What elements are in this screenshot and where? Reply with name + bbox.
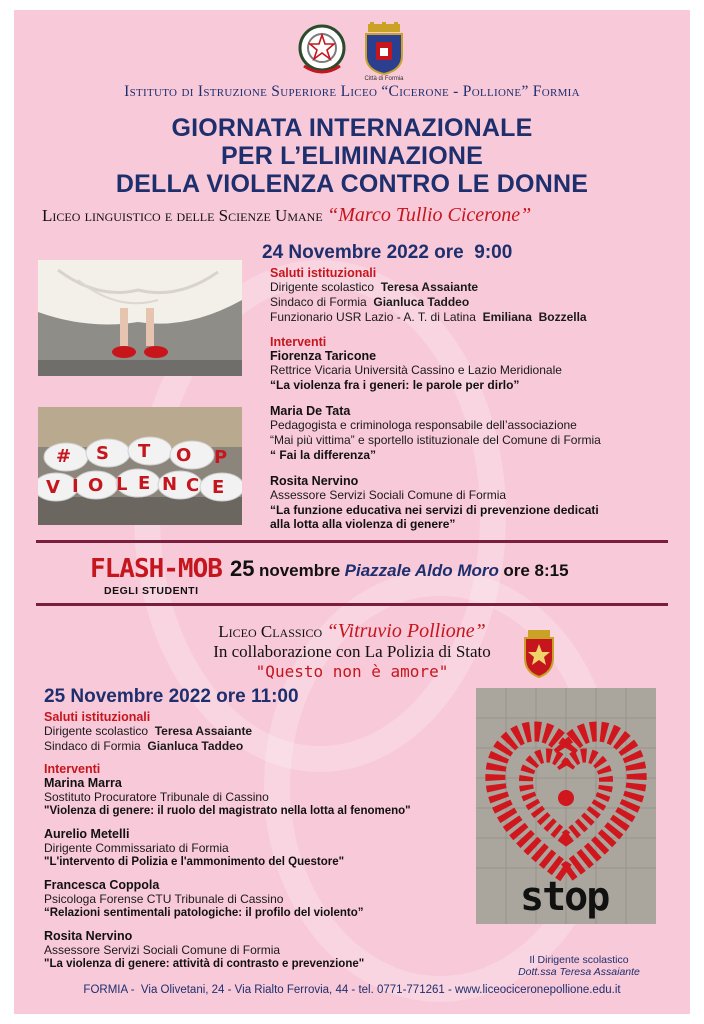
- flashmob-day: 25: [230, 556, 255, 581]
- flashmob-month: novembre: [258, 561, 341, 580]
- svg-text:#: #: [56, 446, 72, 467]
- event-1-saluto: Funzionario USR Lazio - A. T. di Latina Emiliana Bozzella: [270, 310, 587, 324]
- event-2-saluto: Dirigente scolastico Teresa Assaiante: [44, 724, 253, 738]
- school-1-line: [42, 204, 682, 227]
- svg-text:L: L: [116, 474, 128, 495]
- page-title: [14, 114, 690, 198]
- event-2-speaker: Rosita Nervino Assessore Servizi Sociali Comune di Formia "La violenza di genere: attività di contrasto e prevenzione": [44, 929, 365, 970]
- event-1-speaker: Rosita Nervino Assessore Servizi Sociali Comune di Formia “La funzione educativa nei servizi di prevenzione dedicati alla lotta alla violenza di genere”: [270, 474, 599, 531]
- flashmob-time: ore 8:15: [503, 561, 569, 580]
- flashmob-banner: [14, 550, 690, 600]
- city-emblem-caption: Città di Formia: [364, 76, 404, 82]
- flashmob-details: [230, 556, 569, 582]
- stop-stamp: stop: [520, 874, 609, 920]
- svg-text:N: N: [162, 474, 178, 495]
- svg-text:I: I: [72, 476, 79, 497]
- title-line-1: GIORNATA INTERNAZIONALE: [171, 114, 533, 142]
- event-1-speaker: Maria De Tata Pedagogista e criminologa responsabile dell’associazione “Mai più vittima” e sportello istituzionale del Comune di Formia “ Fai la differenza”: [270, 404, 601, 462]
- institute-name: Istituto di Istruzione Superiore Liceo “Cicerone - Pollione” Formia: [124, 83, 580, 100]
- event-2-saluti-heading: Saluti istituzionali: [44, 710, 151, 724]
- school-2-prefix: Liceo Classico: [218, 622, 323, 641]
- city-of-formia-emblem: [360, 22, 408, 76]
- school-1-prefix: Liceo linguistico e delle Scienze Umane: [42, 206, 323, 225]
- divider-top: [36, 540, 668, 543]
- flashmob-subtitle: DEGLI STUDENTI: [104, 585, 199, 597]
- svg-text:P: P: [214, 447, 228, 468]
- svg-text:S: S: [96, 443, 109, 464]
- signature-role: Il Dirigente scolastico: [529, 954, 629, 966]
- signature-name: Dott.ssa Teresa Assaiante: [518, 966, 640, 978]
- title-line-3: DELLA VIOLENZA CONTRO LE DONNE: [115, 170, 589, 198]
- footer-address: FORMIA - Via Olivetani, 24 - Via Rialto Ferrovia, 44 - tel. 0771-771261 - www.liceociceronepollione.edu.it: [83, 984, 621, 996]
- flashmob-title: FLASH-MOB: [90, 554, 222, 584]
- photo-red-shoes: [38, 260, 242, 376]
- event-2-speaker: Francesca Coppola Psicologa Forense CTU Tribunale di Cassino “Relazioni sentimentali patologiche: il profilo del violento”: [44, 878, 364, 919]
- collaboration-line: In collaborazione con La Polizia di Stato: [213, 642, 491, 661]
- svg-text:O: O: [88, 475, 104, 496]
- svg-text:T: T: [138, 441, 151, 462]
- event-1-saluti-heading: Saluti istituzionali: [270, 266, 377, 280]
- svg-text:E: E: [138, 473, 151, 494]
- school-1-name: “Marco Tullio Cicerone”: [327, 204, 532, 226]
- event-2-speaker: Aurelio Metelli Dirigente Commissariato di Formia "L'intervento di Polizia e l'ammonimento del Questore": [44, 827, 345, 868]
- event-1-saluto: Dirigente scolastico Teresa Assaiante: [270, 280, 479, 294]
- school-2-name: “Vitruvio Pollione”: [326, 620, 486, 642]
- poster: [14, 10, 690, 1014]
- signature-block: [484, 954, 674, 978]
- event-1-interventi-heading: Interventi: [270, 335, 327, 349]
- svg-text:C: C: [186, 475, 200, 496]
- event-2-program: [44, 710, 474, 970]
- event-2-speaker: Marina Marra Sostituto Procuratore Tribunale di Cassino "Violenza di genere: il ruolo del magistrato nella lotta al fenomeno": [44, 776, 411, 817]
- event-1-speaker: Fiorenza Taricone Rettrice Vicaria Università Cassino e Lazio Meridionale “La violenza fra i generi: le parole per dirlo”: [270, 349, 562, 392]
- svg-text:O: O: [176, 445, 192, 466]
- event-2-date: 25 Novembre 2022 ore 11:00: [44, 686, 299, 707]
- event-2-interventi-heading: Interventi: [44, 762, 101, 776]
- event-2-saluto: Sindaco di Formia Gianluca Taddeo: [44, 739, 244, 753]
- motto: "Questo non è amore": [255, 662, 449, 681]
- event-1-program: [270, 266, 680, 531]
- photo-heart-formation: [476, 688, 656, 924]
- svg-text:V: V: [46, 477, 60, 498]
- school-2-line: [14, 620, 690, 643]
- flashmob-place: Piazzale Aldo Moro: [344, 561, 499, 580]
- event-1-date: 24 Novembre 2022 ore 9:00: [262, 242, 513, 263]
- event-1-saluto: Sindaco di Formia Gianluca Taddeo: [270, 295, 470, 309]
- italian-republic-emblem: [296, 22, 348, 78]
- polizia-di-stato-emblem: [522, 630, 556, 678]
- divider-bottom: [36, 603, 668, 606]
- title-line-2: PER L’ELIMINAZIONE: [221, 142, 483, 170]
- svg-text:E: E: [212, 477, 225, 498]
- photo-stop-violence: [38, 407, 242, 525]
